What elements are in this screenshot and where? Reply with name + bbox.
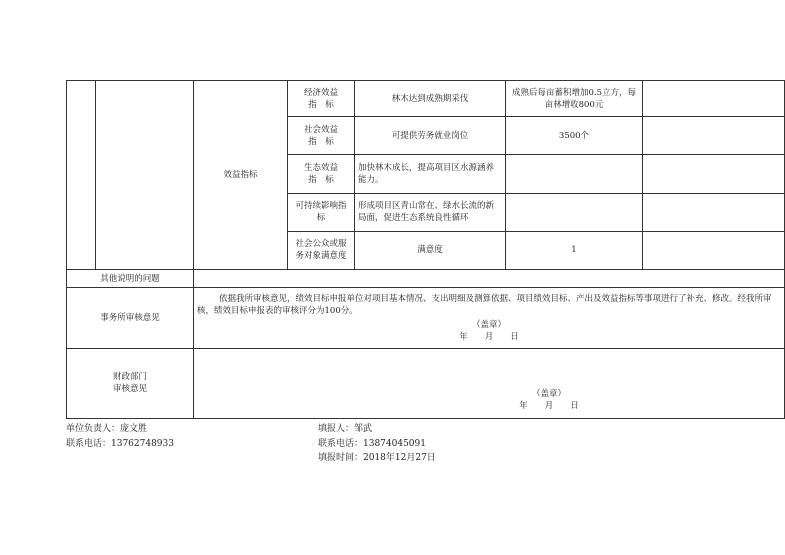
benefit-indicator-label: 效益指标 [194, 81, 288, 270]
blank-cell [96, 81, 194, 270]
performance-target-table [66, 80, 785, 419]
unit-head: 单位负责人：庞文胜 [66, 424, 148, 434]
other-issues-row [67, 270, 785, 288]
finance-review-stamp: （盖章） [531, 389, 566, 399]
blank-cell [643, 117, 785, 155]
firm-review-date: 年 月 日 [459, 331, 519, 342]
indicator-value [506, 155, 643, 193]
blank-cell [643, 231, 785, 269]
firm-review-row [67, 288, 785, 348]
firm-review-text: 依据我所审核意见，绩效目标申报单位对项目基本情况、支出明细及测算依据、项目绩效目标、产出及效益指标等事项进行了补充、修改。经我所审核，绩效目标申报表的审核评分为100分。 [197, 293, 772, 316]
fill-time: 填报时间：2018年12月27日 [318, 453, 436, 463]
indicator-content: 满意度 [355, 231, 506, 269]
indicator-content: 可提供劳务就业岗位 [355, 117, 506, 155]
blank-cell [643, 193, 785, 231]
blank-cell [67, 81, 96, 270]
filler-name: 填报人：邹武 [318, 424, 373, 434]
filler-phone: 联系电话：13874045091 [318, 439, 426, 449]
indicator-name: 可持续影响指 标 [288, 193, 355, 231]
indicator-name: 社会公众或服 务对象满意度 [288, 231, 355, 269]
other-issues-value [194, 270, 785, 288]
finance-review-date: 年 月 日 [519, 401, 579, 411]
indicator-content: 加快林木成长，提高项目区水源涵养能力。 [355, 155, 506, 193]
other-issues-label: 其他说明的问题 [67, 270, 194, 288]
finance-review-label: 财政部门 审核意见 [67, 348, 194, 418]
finance-review-row [67, 348, 785, 418]
blank-cell [643, 155, 785, 193]
indicator-content: 形成项目区青山常在、绿水长流的新局面，促进生态系统良性循环 [355, 193, 506, 231]
blank-cell [643, 81, 785, 117]
indicator-value: 1 [506, 231, 643, 269]
indicator-content: 林木达到成熟期采伐 [355, 81, 506, 117]
indicator-value: 成熟后每亩蓄积增加0.5立方，每亩林增收800元 [506, 81, 643, 117]
indicator-name: 社会效益 指 标 [288, 117, 355, 155]
firm-review-stamp: （盖章） [471, 319, 506, 330]
indicator-name: 经济效益 指 标 [288, 81, 355, 117]
firm-review-label: 事务所审核意见 [67, 288, 194, 348]
indicator-value: 3500个 [506, 117, 643, 155]
benefit-row-economic [67, 81, 785, 117]
indicator-name: 生态效益 指 标 [288, 155, 355, 193]
firm-review-cell [194, 288, 785, 348]
finance-review-cell [194, 348, 785, 418]
unit-phone: 联系电话：13762748933 [66, 439, 174, 449]
indicator-value [506, 193, 643, 231]
